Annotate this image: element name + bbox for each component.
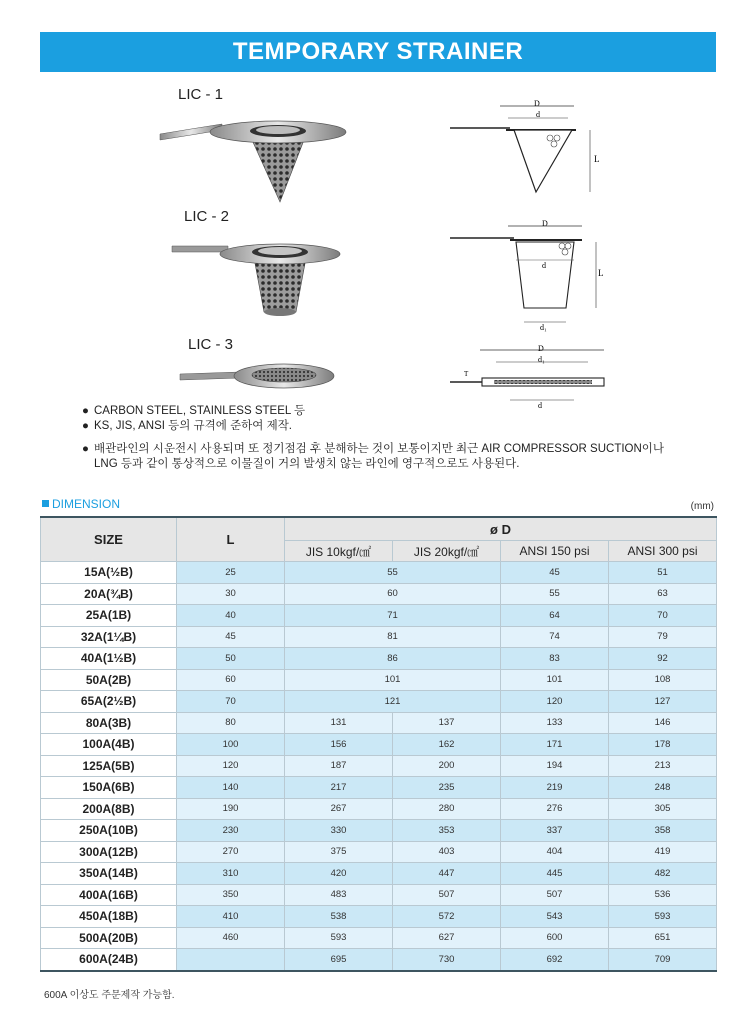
jis10-cell: 420 (285, 863, 393, 885)
ansi300-cell: 146 (609, 712, 717, 734)
ansi150-cell: 45 (501, 562, 609, 584)
l-cell: 40 (177, 605, 285, 627)
jis10-cell: 330 (285, 820, 393, 842)
l-cell: 310 (177, 863, 285, 885)
table-row (41, 927, 717, 949)
ansi150-cell: 276 (501, 798, 609, 820)
table-row (41, 841, 717, 863)
lic-3-drawing (450, 342, 620, 412)
ansi300-cell: 482 (609, 863, 717, 885)
table-row (41, 626, 717, 648)
ansi150-cell: 133 (501, 712, 609, 734)
l-cell: 60 (177, 669, 285, 691)
ansi300-cell: 213 (609, 755, 717, 777)
ansi150-cell: 219 (501, 777, 609, 799)
ansi300-cell: 108 (609, 669, 717, 691)
size-cell: 20A(¾B) (41, 583, 177, 605)
lic-3-photo (178, 354, 338, 394)
ansi300-cell: 651 (609, 927, 717, 949)
l-cell: 230 (177, 820, 285, 842)
l-cell: 30 (177, 583, 285, 605)
lic-1-label: LIC - 1 (178, 86, 224, 103)
table-row (41, 669, 717, 691)
l-cell: 460 (177, 927, 285, 949)
header-jis20: JIS 20kgf/㎠ (393, 541, 501, 562)
ansi300-cell: 92 (609, 648, 717, 670)
ansi150-cell: 194 (501, 755, 609, 777)
lic-3-dim-t: T (464, 370, 469, 378)
ansi300-cell: 709 (609, 949, 717, 971)
lic-2-dim-big-d: D (542, 219, 548, 228)
page-title: TEMPORARY STRAINER (40, 32, 716, 72)
note-standards: KS, JIS, ANSI 등의 규격에 준하여 제작. (94, 420, 293, 432)
table-row (41, 949, 717, 971)
jis10-cell: 593 (285, 927, 393, 949)
table-row (41, 712, 717, 734)
ansi150-cell: 74 (501, 626, 609, 648)
l-cell: 270 (177, 841, 285, 863)
table-row (41, 755, 717, 777)
table-row (41, 648, 717, 670)
lic-3-dim-small-d: d (538, 401, 542, 410)
jis20-cell: 200 (393, 755, 501, 777)
ansi150-cell: 445 (501, 863, 609, 885)
table-row (41, 605, 717, 627)
jis20-cell: 507 (393, 884, 501, 906)
ansi150-cell: 55 (501, 583, 609, 605)
jis10-cell: 156 (285, 734, 393, 756)
size-cell: 65A(2½B) (41, 691, 177, 713)
table-row (41, 562, 717, 584)
size-cell: 25A(1B) (41, 605, 177, 627)
lic-3-label: LIC - 3 (188, 336, 234, 353)
ansi300-cell: 63 (609, 583, 717, 605)
ansi300-cell: 305 (609, 798, 717, 820)
jis20-cell: 627 (393, 927, 501, 949)
size-cell: 40A(1½B) (41, 648, 177, 670)
bullet-icon: ● (82, 405, 89, 417)
jis10-cell: 217 (285, 777, 393, 799)
lic-3-dim-big-d: D (538, 344, 544, 353)
jis20-cell: 137 (393, 712, 501, 734)
lic-2-dim-d1: d₁ (540, 323, 547, 332)
ansi300-cell: 51 (609, 562, 717, 584)
ansi300-cell: 248 (609, 777, 717, 799)
lic-2-photo (170, 232, 345, 320)
table-row (41, 884, 717, 906)
header-ansi150: ANSI 150 psi (501, 541, 609, 562)
notes (82, 404, 712, 472)
size-cell: 300A(12B) (41, 841, 177, 863)
l-cell: 50 (177, 648, 285, 670)
l-cell (177, 949, 285, 971)
jis10-cell: 695 (285, 949, 393, 971)
l-cell: 350 (177, 884, 285, 906)
ansi150-cell: 543 (501, 906, 609, 928)
dimension-heading-text: DIMENSION (52, 497, 121, 511)
l-cell: 45 (177, 626, 285, 648)
lic-1-drawing (450, 98, 610, 198)
header-l: L (177, 517, 285, 562)
lic-2-dim-length: L (598, 268, 604, 278)
size-cell: 125A(5B) (41, 755, 177, 777)
note-item (82, 404, 712, 419)
jis-cell: 101 (285, 669, 501, 691)
size-cell: 400A(16B) (41, 884, 177, 906)
jis10-cell: 187 (285, 755, 393, 777)
size-cell: 350A(14B) (41, 863, 177, 885)
jis-cell: 121 (285, 691, 501, 713)
unit-label: (mm) (690, 501, 714, 512)
ansi150-cell: 64 (501, 605, 609, 627)
note-materials: CARBON STEEL, STAINLESS STEEL 등 (94, 405, 306, 417)
jis20-cell: 730 (393, 949, 501, 971)
header-size: SIZE (41, 517, 177, 562)
l-cell: 70 (177, 691, 285, 713)
table-row (41, 798, 717, 820)
size-cell: 500A(20B) (41, 927, 177, 949)
size-cell: 15A(½B) (41, 562, 177, 584)
l-cell: 410 (177, 906, 285, 928)
table-row (41, 906, 717, 928)
size-cell: 100A(4B) (41, 734, 177, 756)
l-cell: 80 (177, 712, 285, 734)
table-row (41, 691, 717, 713)
lic-1-dim-big-d: D (534, 99, 540, 108)
size-cell: 32A(1¼B) (41, 626, 177, 648)
size-cell: 250A(10B) (41, 820, 177, 842)
table-row (41, 863, 717, 885)
l-cell: 140 (177, 777, 285, 799)
square-icon (42, 500, 49, 507)
jis10-cell: 131 (285, 712, 393, 734)
ansi150-cell: 120 (501, 691, 609, 713)
ansi300-cell: 593 (609, 906, 717, 928)
ansi300-cell: 178 (609, 734, 717, 756)
note-item (82, 419, 712, 434)
l-cell: 100 (177, 734, 285, 756)
dimension-heading (42, 497, 120, 511)
ansi300-cell: 70 (609, 605, 717, 627)
ansi150-cell: 83 (501, 648, 609, 670)
lic-1-dim-length: L (594, 154, 600, 164)
size-cell: 50A(2B) (41, 669, 177, 691)
jis10-cell: 267 (285, 798, 393, 820)
lic-1-dim-small-d: d (536, 110, 540, 119)
jis10-cell: 483 (285, 884, 393, 906)
ansi300-cell: 358 (609, 820, 717, 842)
ansi150-cell: 337 (501, 820, 609, 842)
header-ansi300: ANSI 300 psi (609, 541, 717, 562)
ansi300-cell: 79 (609, 626, 717, 648)
table-row (41, 734, 717, 756)
jis20-cell: 162 (393, 734, 501, 756)
ansi300-cell: 127 (609, 691, 717, 713)
size-cell: 150A(6B) (41, 777, 177, 799)
jis10-cell: 375 (285, 841, 393, 863)
size-cell: 80A(3B) (41, 712, 177, 734)
jis20-cell: 353 (393, 820, 501, 842)
dimension-table (40, 516, 717, 972)
footnote: 600A 이상도 주문제작 가능함. (44, 990, 175, 1001)
jis-cell: 86 (285, 648, 501, 670)
l-cell: 120 (177, 755, 285, 777)
l-cell: 190 (177, 798, 285, 820)
lic-1-photo (158, 110, 348, 208)
lic-2-label: LIC - 2 (184, 208, 230, 225)
jis-cell: 71 (285, 605, 501, 627)
jis-cell: 55 (285, 562, 501, 584)
size-cell: 600A(24B) (41, 949, 177, 971)
lic-3-dim-d1: d₁ (538, 355, 545, 364)
ansi150-cell: 692 (501, 949, 609, 971)
note-usage-line1: 배관라인의 시운전시 사용되며 또 정기점검 후 분해하는 것이 보통이지만 최근 AIR COMPRESSOR SUCTION이나 (94, 443, 665, 455)
note-item (82, 442, 712, 457)
bullet-icon: ● (82, 420, 89, 432)
header-jis10: JIS 10kgf/㎠ (285, 541, 393, 562)
lic-2-drawing (450, 218, 610, 334)
jis20-cell: 403 (393, 841, 501, 863)
l-cell: 25 (177, 562, 285, 584)
bullet-icon: ● (82, 443, 89, 455)
ansi150-cell: 171 (501, 734, 609, 756)
ansi300-cell: 536 (609, 884, 717, 906)
note-usage-line2: LNG 등과 같이 통상적으로 이물질이 거의 발생치 않는 라인에 영구적으로도 사용된다. (94, 458, 520, 470)
table-row (41, 820, 717, 842)
header-od: ø D (285, 517, 717, 541)
jis20-cell: 447 (393, 863, 501, 885)
size-cell: 200A(8B) (41, 798, 177, 820)
jis10-cell: 538 (285, 906, 393, 928)
ansi150-cell: 101 (501, 669, 609, 691)
ansi150-cell: 600 (501, 927, 609, 949)
jis20-cell: 280 (393, 798, 501, 820)
ansi300-cell: 419 (609, 841, 717, 863)
jis-cell: 81 (285, 626, 501, 648)
size-cell: 450A(18B) (41, 906, 177, 928)
jis-cell: 60 (285, 583, 501, 605)
note-item (82, 457, 712, 472)
lic-2-dim-small-d: d (542, 261, 546, 270)
table-row (41, 583, 717, 605)
jis20-cell: 572 (393, 906, 501, 928)
jis20-cell: 235 (393, 777, 501, 799)
ansi150-cell: 404 (501, 841, 609, 863)
table-row (41, 777, 717, 799)
ansi150-cell: 507 (501, 884, 609, 906)
